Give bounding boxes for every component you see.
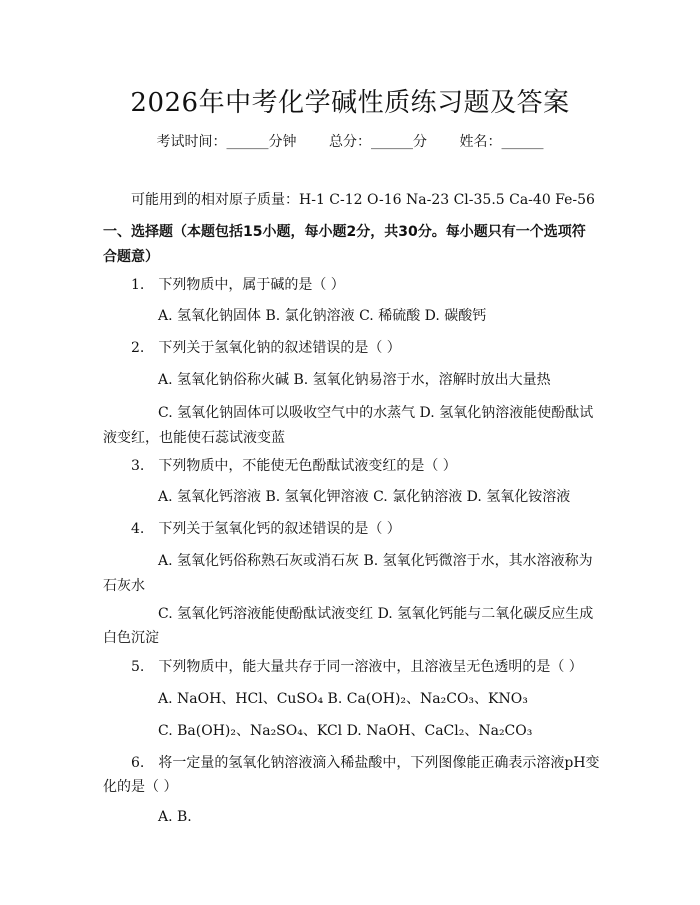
question-6-stem: 6. 将一定量的氢氧化钠溶液滴入稀盐酸中，下列图像能正确表示溶液pH变 (131, 755, 600, 771)
section-heading-cont: 合题意） (103, 249, 159, 265)
question-3-stem: 3. 下列物质中，不能使无色酚酞试液变红的是（ ） (131, 458, 457, 474)
question-2-options-cd: C. 氢氧化钠固体可以吸收空气中的水蒸气 D. 氢氧化钠溶液能使酚酞试 (158, 405, 594, 421)
question-4-options-cd: C. 氢氧化钙溶液能使酚酞试液变红 D. 氢氧化钙能与二氧化碳反应生成 (158, 606, 594, 622)
document-title: 2026年中考化学碱性质练习题及答案 (130, 88, 570, 118)
exam-score: 总分：______分 (329, 134, 427, 150)
question-5-options-ab: A. NaOH、HCl、CuSO₄ B. Ca(OH)₂、Na₂CO₃、KNO₃ (158, 691, 528, 707)
question-2-options-cd-cont: 液变红，也能使石蕊试液变蓝 (103, 430, 285, 446)
question-4-options-ab: A. 氢氧化钙俗称熟石灰或消石灰 B. 氢氧化钙微溶于水，其水溶液称为 (158, 553, 593, 569)
question-4-options-ab-cont: 石灰水 (103, 578, 145, 594)
exam-time: 考试时间：______分钟 (156, 134, 297, 150)
atomic-masses: 可能用到的相对原子质量：H-1 C-12 O-16 Na-23 Cl-35.5 Ca-40 Fe-56 (131, 192, 595, 208)
question-4-stem: 4. 下列关于氢氧化钙的叙述错误的是（ ） (131, 521, 401, 537)
section-heading: 一、选择题（本题包括15小题，每小题2分，共30分。每小题只有一个选项符 (103, 224, 586, 240)
question-1-stem: 1. 下列物质中，属于碱的是（ ） (131, 277, 345, 293)
question-4-options-cd-cont: 白色沉淀 (103, 630, 159, 646)
question-5-stem: 5. 下列物质中，能大量共存于同一溶液中，且溶液呈无色透明的是（ ） (131, 659, 583, 675)
question-3-options: A. 氢氧化钙溶液 B. 氢氧化钾溶液 C. 氯化钠溶液 D. 氢氧化铵溶液 (158, 489, 571, 505)
exam-name: 姓名：______ (459, 134, 544, 150)
question-5-options-cd: C. Ba(OH)₂、Na₂SO₄、KCl D. NaOH、CaCl₂、Na₂CO₃ (158, 723, 533, 739)
question-6-stem-cont: 化的是（ ） (103, 779, 178, 795)
question-1-options: A. 氢氧化钠固体 B. 氯化钠溶液 C. 稀硫酸 D. 碳酸钙 (158, 308, 487, 324)
exam-info (0, 131, 700, 151)
question-2-options-ab: A. 氢氧化钠俗称火碱 B. 氢氧化钠易溶于水，溶解时放出大量热 (158, 372, 551, 388)
question-2-stem: 2. 下列关于氢氧化钠的叙述错误的是（ ） (131, 340, 401, 356)
question-6-options: A. B. (158, 809, 192, 825)
